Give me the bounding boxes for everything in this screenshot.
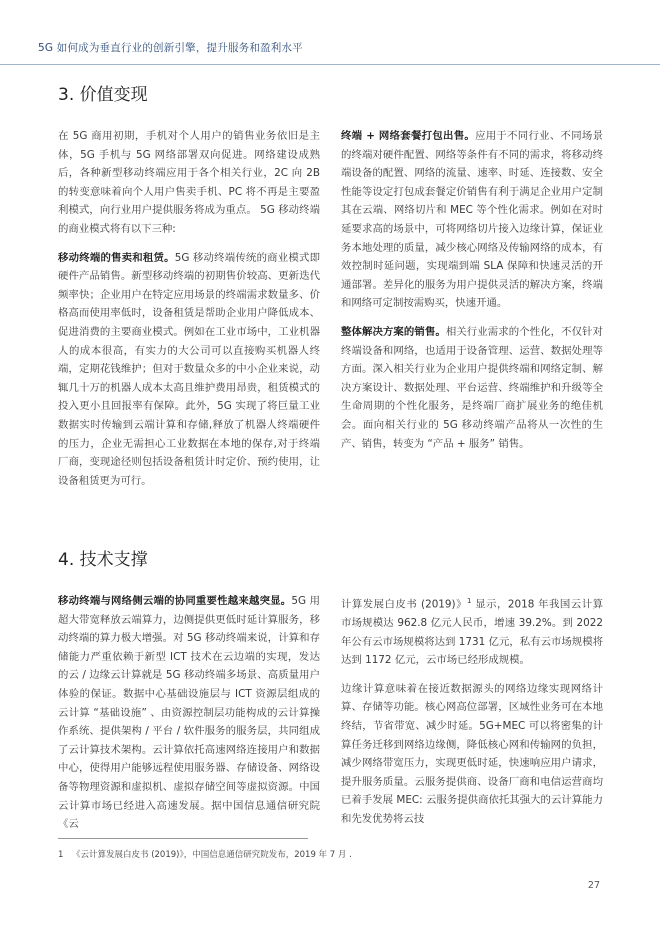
para-heading: 整体解决方案的销售。	[341, 325, 446, 338]
footnote	[58, 848, 352, 860]
section4-left-column	[58, 592, 320, 844]
section3-para-solution	[341, 323, 603, 453]
section3-left-column	[58, 127, 320, 500]
section4-para-edge: 边缘计算意味着在接近数据源头的网络边缘实现网络计算、存储等功能。核心网高位部署，区域性业务可在本地终结，节省带宽、减少时延。5G+MEC 可以将密集的计算任务迁移到网络边缘侧，降低核心网和传输网的负担，减少网络带宽压力，实现更低时延，快速响应用户请求，提升服务质量。云服务提供商、设备厂商和电信运营商均已着手发展 MEC: 云服务提供商依托其强大的云计算能力和先发优势将云技	[341, 682, 603, 825]
para-body: 应用于不同行业、不同场景的终端对硬件配置、网络等条件有不同的需求，将移动终端设备的配置、网络的流量、速率、时延、连接数、安全性能等设定打包成套餐定价销售有利于满足企业用户定制其在云端、网络切片和 MEC 等个性化需求。例如在对时延要求高的场景中，可将网络切片接入边缘计算，保证业务本地处理的质量，减少核心网络及传输网络的成本，有效控制时延问题，实现端到端 SLA 保障和快速灵活的开通部署。差异化的服务为用户提供灵活的解决方案，终端和网络可定制按需购买，快速开通。	[341, 130, 603, 310]
section4-right-column	[341, 592, 603, 839]
para-heading: 移动终端与网络侧云端的协同重要性越来越突显。	[58, 595, 292, 607]
section-title-value: 3. 价值变现	[58, 85, 148, 105]
para-heading: 终端 + 网络套餐打包出售。	[341, 130, 476, 142]
para-body: 显示，2018 年我国云计算市场规模达 962.8 亿元人民币，增速 39.2%。到 2022 年公有云市场规模将达到 1731 亿元，私有云市场规模将达到 1172 亿元，云市场已经形成规模。	[341, 598, 603, 667]
page-number: 27	[587, 880, 600, 891]
footnote-text: 《云计算发展白皮书 (2019)》，中国信息通信研究院发布，2019 年 7 月 .	[72, 850, 352, 860]
footnote-divider	[58, 838, 308, 839]
section-title-tech: 4. 技术支撑	[58, 550, 148, 570]
para-heading: 移动终端的售卖和租赁。	[58, 251, 175, 264]
footnote-number: 1	[58, 850, 64, 860]
para-body: 5G 用超大带宽释放云端算力，边侧提供更低时延计算服务，移动终端的算力极大增强。对 5G 移动终端来说，计算和存储能力严重依赖于新型 ICT 技术在云边端的实现，发达的云 / 边缘云计算就是 5G 移动终端多场景、高质量用户体验的保证。数据中心基础设施层与 ICT 资源层组成的云计算 “基础设施” 、由资源控制层功能构成的云计算操作系统、提供架构 / 平台 / 软件服务的服务层，共同组成了云计算技术架构。云计算依托高速网络连接用户和数据中心，使得用户能够远程使用服务器、存储设备、网络设备等物理资源和虚拟机、虚拟存储空间等虚拟资源。中国云计算市场已经进入高速发展。据中国信息通信研究院《云	[58, 595, 320, 831]
section4-para-market	[341, 592, 603, 670]
running-header: 5G 如何成为垂直行业的创新引擎，提升服务和盈利水平	[38, 42, 303, 54]
footnote-ref[interactable]: 1	[466, 597, 472, 605]
section3-intro: 在 5G 商用初期，手机对个人用户的销售业务依旧是主体，5G 手机与 5G 网络部署双向促进。网络建设成熟后，各种新型移动终端应用于各个相关行业，2C 向 2B 的转变意味着向个人用户售卖手机、PC 将不再是主要盈利模式，向行业用户提供服务将成为重点。 5G 移动终端的商业模式将有以下三种:	[58, 130, 320, 235]
header-divider	[0, 64, 660, 65]
para-body: 5G 移动终端传统的商业模式即硬件产品销售。新型移动终端的初期售价较高、更新迭代频率快；企业用户在特定应用场景的终端需求数量多、价格高而使用率低时，设备租赁是帮助企业用户降低成本、促进消费的主要商业模式。例如在工业市场中，工业机器人的成本很高，有实力的大公司可以直接购买机器人终端，定期花钱维护；但对于数量众多的中小企业来说，动辄几十万的机器人成本太高且维护费用昂贵，租赁模式的投入更小且回报率有保障。此外，5G 实现了将巨量工业数据实时传输到云端计算和存储,释放了机器人终端硬件的压力，企业无需担心工业数据在本地的保存,对于终端厂商，变现途径则包括设备租赁计时定价、预约使用，让设备租赁更为可行。	[58, 251, 321, 487]
section4-para-cloud	[58, 592, 320, 834]
para-body: 相关行业需求的个性化，不仅针对终端设备和网络，也适用于设备管理、运营、数据处理等方面。深入相关行业为企业用户提供终端和网络定制、解决方案设计、数据处理、平台运营、终端维护和升级等全生命周期的个性化服务，是终端厂商扩展业务的绝佳机会。面向相关行业的 5G 移动终端产品将从一次性的生产、销售，转变为 “产品 + 服务” 销售。	[341, 325, 604, 450]
section3-para-sale-rental	[58, 249, 320, 491]
section3-para-bundle	[341, 127, 603, 313]
para-body: 计算发展白皮书 (2019)》	[341, 598, 467, 611]
section3-right-column	[341, 127, 603, 463]
